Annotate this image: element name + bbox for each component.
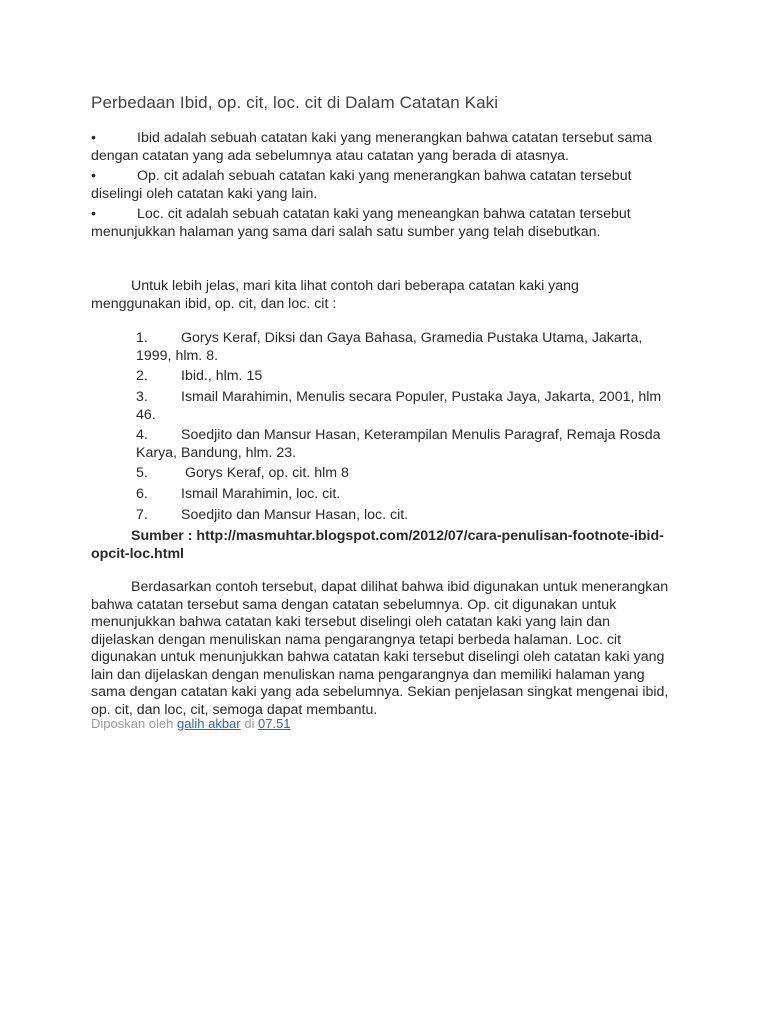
reference-number: 1. <box>136 330 148 346</box>
bullet-item-loccit <box>91 206 691 241</box>
posted-at-label: di <box>244 716 255 731</box>
bullet-dot: • <box>91 130 96 146</box>
timestamp-link[interactable]: 07.51 <box>258 716 291 731</box>
intro-paragraph <box>91 278 691 313</box>
bullet-dot: • <box>91 168 96 184</box>
reference-text: Soedjito dan Mansur Hasan, Keterampilan Menulis Paragraf, Remaja Rosda <box>181 427 661 443</box>
reference-number: 3. <box>136 389 148 405</box>
conclusion-paragraph <box>91 579 691 719</box>
conclusion-line: bahwa catatan tersebut sama dengan catatan sebelumnya. Op. cit digunakan untuk <box>91 596 617 613</box>
reference-number: 7. <box>136 507 148 523</box>
reference-item <box>136 389 686 424</box>
reference-item <box>136 465 686 483</box>
bullet-line: Ibid adalah sebuah catatan kaki yang menerangkan bahwa catatan tersebut sama <box>137 130 653 146</box>
bullet-line: Op. cit adalah sebuah catatan kaki yang menerangkan bahwa catatan tersebut <box>137 168 632 184</box>
bullet-line: dengan catatan yang ada sebelumnya atau catatan yang berada di atasnya. <box>91 147 570 164</box>
bullet-line: Loc. cit adalah sebuah catatan kaki yang meneangkan bahwa catatan tersebut <box>137 206 631 222</box>
reference-item <box>136 330 686 365</box>
reference-item <box>136 368 686 386</box>
bullet-item-ibid <box>91 130 691 165</box>
conclusion-line: op. cit, dan loc, cit, semoga dapat membantu. <box>91 701 378 718</box>
bullet-dot: • <box>91 206 96 222</box>
conclusion-line: digunakan untuk menunjukkan bahwa catatan kaki tersebut diselingi oleh catatan kaki yang <box>91 649 665 665</box>
intro-line: menggunakan ibid, op. cit, dan loc. cit : <box>91 295 337 312</box>
reference-text: Soedjito dan Mansur Hasan, loc. cit. <box>181 507 409 523</box>
intro-line: Untuk lebih jelas, mari kita lihat contoh dari beberapa catatan kaki yang <box>131 278 579 294</box>
reference-item <box>136 486 686 504</box>
author-link[interactable]: galih akbar <box>177 716 241 731</box>
reference-text: Gorys Keraf, Diksi dan Gaya Bahasa, Gramedia Pustaka Utama, Jakarta, <box>181 330 643 346</box>
reference-text: Ibid., hlm. 15 <box>181 368 263 384</box>
reference-number: 5. <box>136 465 148 481</box>
conclusion-line: sama dengan catatan kaki yang ada sebelumnya. Sekian penjelasan singkat mengenai ibid, <box>91 684 669 700</box>
conclusion-line: menunjukkan bahwa catatan kaki tersebut diselingi oleh catatan kaki yang lain dan <box>91 614 610 630</box>
source-line: opcit-loc.html <box>91 545 185 562</box>
reference-number: 6. <box>136 486 148 502</box>
conclusion-line: dijelaskan dengan menuliskan nama pengarangnya tetapi berbeda halaman. Loc. cit <box>91 631 622 648</box>
reference-text: 46. <box>136 406 156 423</box>
source-line: Sumber : http://masmuhtar.blogspot.com/2012/07/cara-penulisan-footnote-ibid- <box>131 528 664 544</box>
conclusion-line: lain dan dijelaskan dengan menuliskan nama pengarangnya dan memiliki halaman yang <box>91 666 645 683</box>
bullet-item-opcit <box>91 168 691 203</box>
reference-text: Ismail Marahimin, loc. cit. <box>181 486 341 502</box>
conclusion-line: Berdasarkan contoh tersebut, dapat dilihat bahwa ibid digunakan untuk menerangkan <box>131 579 669 595</box>
bullet-line: diselingi oleh catatan kaki yang lain. <box>91 185 318 202</box>
reference-number: 2. <box>136 368 148 384</box>
posted-by-label: Diposkan oleh <box>91 716 174 731</box>
reference-item <box>136 427 686 462</box>
source-citation <box>91 528 691 563</box>
bullet-line: menunjukkan halaman yang sama dari salah satu sumber yang telah disebutkan. <box>91 223 601 240</box>
reference-text: Gorys Keraf, op. cit. hlm 8 <box>181 465 349 481</box>
post-footer <box>91 716 291 731</box>
reference-text: Karya, Bandung, hlm. 23. <box>136 444 297 461</box>
reference-text: 1999, hlm. 8. <box>136 347 219 364</box>
reference-number: 4. <box>136 427 148 443</box>
reference-text: Ismail Marahimin, Menulis secara Populer, Pustaka Jaya, Jakarta, 2001, hlm <box>181 389 662 405</box>
page-title: Perbedaan Ibid, op. cit, loc. cit di Dalam Catatan Kaki <box>91 93 499 112</box>
reference-item <box>136 507 686 525</box>
